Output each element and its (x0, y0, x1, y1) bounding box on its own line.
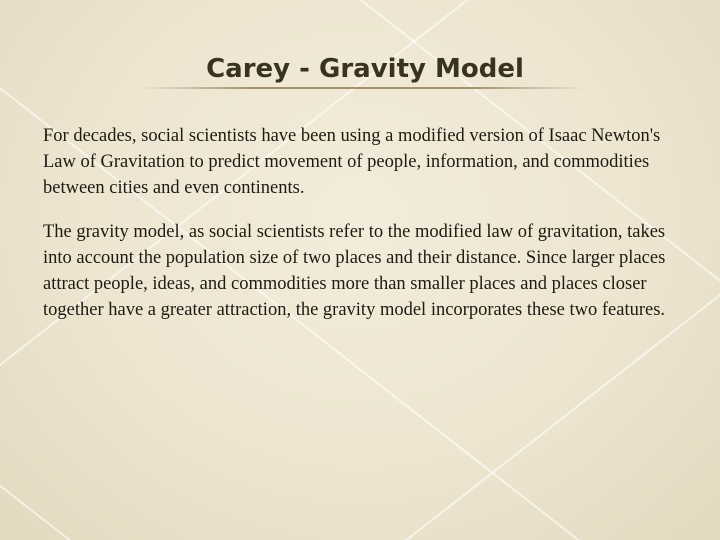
title-underline (140, 87, 585, 89)
paragraph: For decades, social scientists have been using a modified version of Isaac Newton's Law of Gravitation to predict movement of people, information, and commodities between cities and even continents. (43, 126, 661, 198)
paragraph: The gravity model, as social scientists refer to the modified law of gravitation, takes into account the population size of two places and their distance. Since larger places attract people, ideas, and commodities more than smaller places and places closer together have a greater attraction, the gravity model incorporates these two features. (43, 222, 666, 320)
slide-title-area (185, 52, 545, 86)
slide-title: Carey - Gravity Model (206, 54, 524, 84)
slide-body (43, 123, 693, 341)
